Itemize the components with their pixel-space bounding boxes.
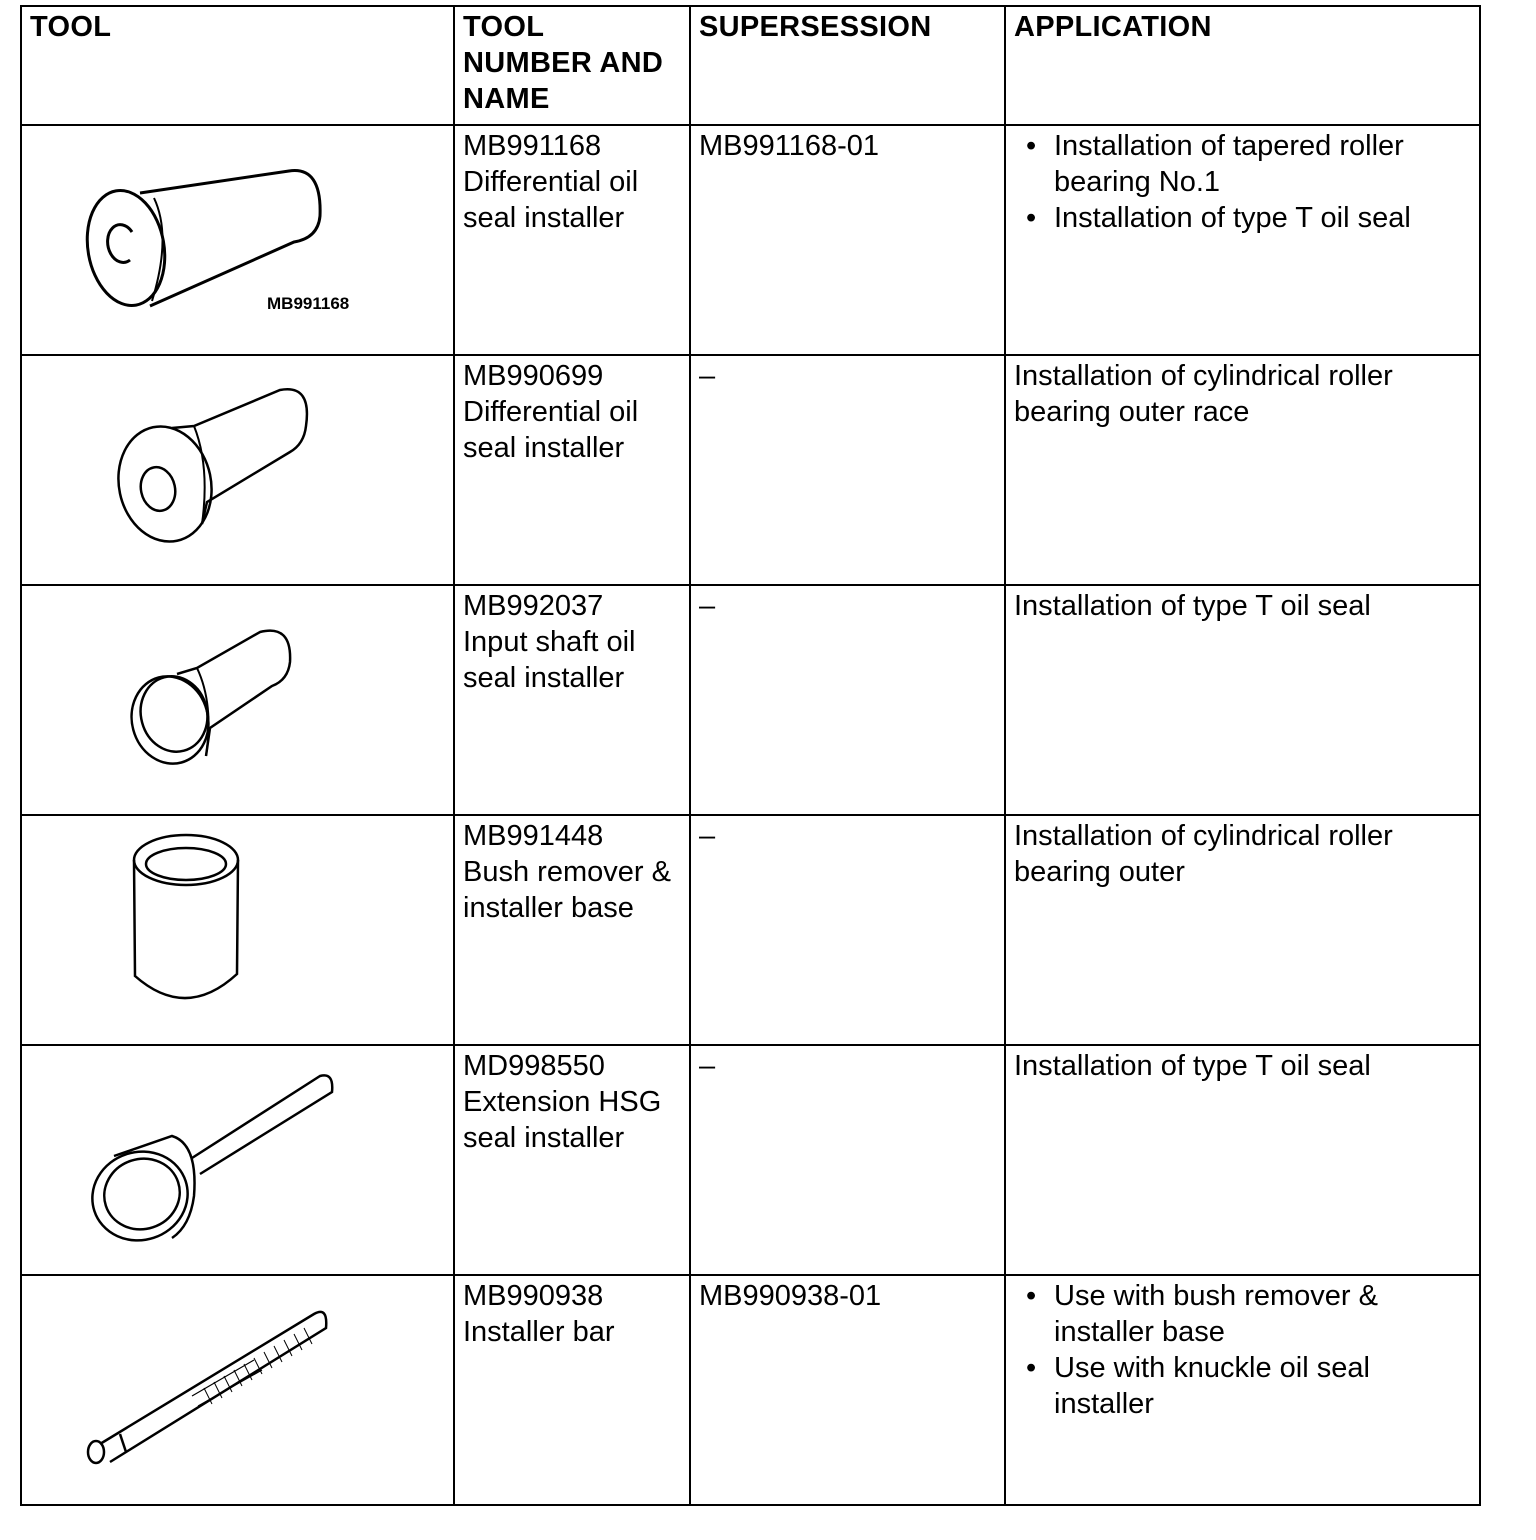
supersession-cell: MB991168-01: [690, 125, 1005, 355]
supersession-cell: –: [690, 815, 1005, 1045]
tool-number-and-name: MD998550 Extension HSG seal installer: [454, 1045, 690, 1275]
header-application: APPLICATION: [1005, 6, 1480, 125]
application-cell: Installation of cylindrical roller bearing outer race: [1005, 355, 1480, 585]
table-row: [21, 1275, 1480, 1505]
header-tool-number-and-name: TOOL NUMBER AND NAME: [454, 6, 690, 125]
tool-image-label: MB991168: [267, 294, 350, 313]
tool-image-cell: [21, 125, 454, 355]
tool-number-and-name: MB990699 Differential oil seal installer: [454, 355, 690, 585]
tool-image-cell: [21, 1045, 454, 1275]
tool-image-cell: [21, 1275, 454, 1505]
application-item: • Installation of tapered roller bearing No.1: [1014, 128, 1471, 200]
tool-image-cell: [21, 355, 454, 585]
table-row: [21, 815, 1480, 1045]
table-row: [21, 585, 1480, 815]
supersession-cell: –: [690, 585, 1005, 815]
extension-hsg-installer-drawing-icon: [22, 1046, 455, 1274]
supersession-cell: MB990938-01: [690, 1275, 1005, 1505]
application-item: • Use with bush remover & installer base: [1014, 1278, 1471, 1350]
table-row: [21, 355, 1480, 585]
differential-installer-drawing-icon: [22, 356, 455, 584]
input-shaft-installer-drawing-icon: [22, 586, 455, 814]
application-cell: Installation of type T oil seal: [1005, 585, 1480, 815]
oil-seal-installer-drawing-icon: [22, 126, 455, 354]
application-cell: Installation of cylindrical roller bearing outer: [1005, 815, 1480, 1045]
table-row: [21, 125, 1480, 355]
tool-number-and-name: MB990938 Installer bar: [454, 1275, 690, 1505]
supersession-cell: –: [690, 1045, 1005, 1275]
special-tools-table: [20, 5, 1481, 1506]
header-row: [21, 6, 1480, 125]
tool-image-cell: [21, 815, 454, 1045]
application-item: • Use with knuckle oil seal installer: [1014, 1350, 1471, 1422]
application-cell: Installation of type T oil seal: [1005, 1045, 1480, 1275]
tool-number-and-name: MB992037 Input shaft oil seal installer: [454, 585, 690, 815]
tool-image-cell: [21, 585, 454, 815]
supersession-cell: –: [690, 355, 1005, 585]
application-cell: [1005, 125, 1480, 355]
tool-number-and-name: MB991448 Bush remover & installer base: [454, 815, 690, 1045]
bush-installer-base-drawing-icon: [22, 816, 455, 1044]
header-tool: TOOL: [21, 6, 454, 125]
table-row: [21, 1045, 1480, 1275]
installer-bar-drawing-icon: [22, 1276, 455, 1504]
application-cell: [1005, 1275, 1480, 1505]
header-supersession: SUPERSESSION: [690, 6, 1005, 125]
application-item: • Installation of type T oil seal: [1014, 200, 1471, 236]
tool-number-and-name: MB991168 Differential oil seal installer: [454, 125, 690, 355]
